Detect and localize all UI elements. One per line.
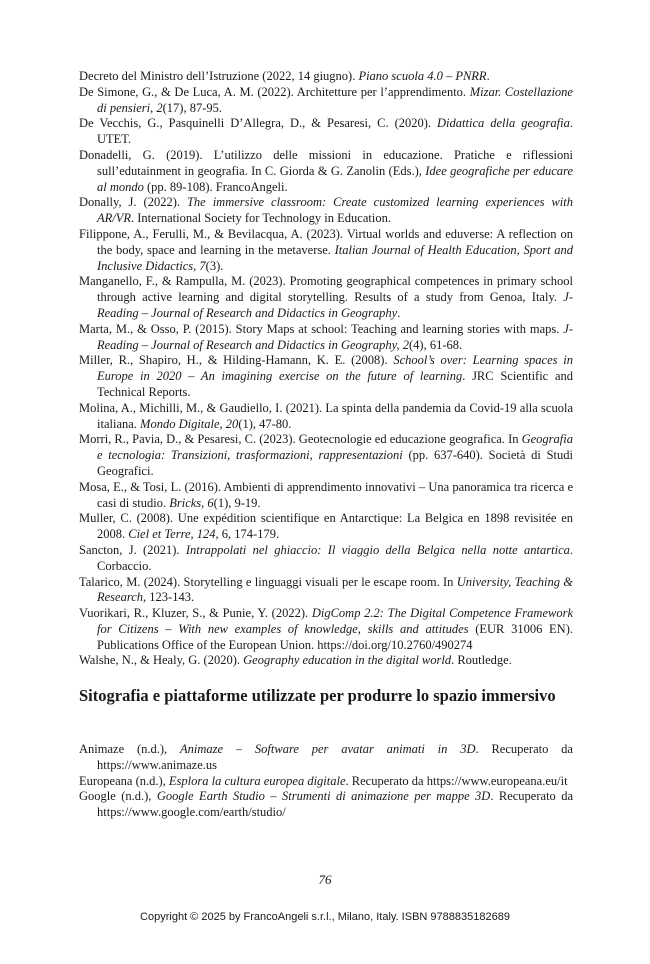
reference-entry-pre: Morri, R., Pavia, D., & Pesaresi, C. (2023). Geotecnologie ed educazione geografica. In [79,432,522,447]
reference-entry-title: Intrappolati nel ghiaccio: Il viaggio della Belgica nella notte antartica [185,542,570,557]
reference-entry-pre: Mosa, E., & Tosi, L. (2016). Ambienti di apprendimento innovativi – Una panoramica tra ricerca e casi di studio. [79,479,573,510]
sitography-entry [79,742,573,774]
reference-entry [79,653,573,669]
reference-entry [79,116,573,148]
reference-entry-pre: Molina, A., Michilli, M., & Gaudiello, I. (2021). La spinta della pandemia da Covid-19 alla scuola italiana. [79,400,573,431]
reference-entry-title: School’s over: Learning spaces in Europe in 2020 – An imagining exercise on the future of learning [97,353,573,384]
reference-entry-pre: Decreto del Ministro dell’Istruzione (2022, 14 giugno). [79,69,359,83]
reference-entry-pre: Donally, J. (2022). [79,195,187,210]
sitography-entry [79,789,573,821]
reference-entry [79,195,573,227]
reference-entry-title: Italian Journal of Health Education, Sport and Inclusive Didactics, 7 [97,242,573,273]
reference-entry [79,274,573,321]
reference-entry-title: The immersive classroom: Create customized learning experiences with AR/VR [97,195,574,226]
reference-entry [79,606,573,653]
reference-entry-title: Mondo Digitale, 20 [140,416,239,431]
reference-entry-post: (1), 47-80. [238,416,292,431]
reference-entry [79,353,573,400]
reference-entry [79,85,573,117]
reference-entry [79,227,573,274]
reference-entry-post: . UTET. [97,116,573,147]
reference-entry-title: Geografia e tecnologia: Transizioni, trasformazioni, rappresentazioni [97,432,573,463]
sitography-entry-title: Google Earth Studio – Strumenti di animazione per mappe 3D [156,789,491,804]
reference-entry [79,480,573,512]
reference-entry-post: . [397,305,401,320]
sitography-entry [79,774,573,790]
reference-entry-title: Mizar. Costellazione di pensieri, 2 [97,84,573,115]
reference-entry-pre: De Vecchis, G., Pasquinelli D’Allegra, D., & Pesaresi, C. (2020). [79,116,438,131]
sitography-entry-title: Esplora la cultura europea digitale [168,773,346,788]
reference-entry [79,511,573,543]
sitography-entry-post: . Recuperato da https://www.google.com/earth/studio/ [97,789,574,820]
reference-entry-pre: Vuorikari, R., Kluzer, S., & Punie, Y. (2022). [79,606,312,621]
reference-entry [79,401,573,433]
reference-entry-post: (4), 61-68. [409,337,463,352]
reference-entry [79,322,573,354]
reference-entry-post: (1), 9-19. [213,495,261,510]
reference-entry-post: , 123-143. [143,590,195,605]
reference-entry-pre: Filippone, A., Ferulli, M., & Bevilacqua, A. (2023). Virtual worlds and eduverse: A reflection on the body, space and learning in the metaverse. [79,226,573,257]
reference-entry-pre: Marta, M., & Osso, P. (2015). Story Maps at school: Teaching and learning stories with maps. [79,321,564,336]
reference-entry-pre: Miller, R., Shapiro, H., & Hilding-Hamann, K. E. (2008). [79,353,394,368]
copyright-footer: Copyright © 2025 by FrancoAngeli s.r.l., Milano, Italy. ISBN 9788835182689 [140,911,510,923]
reference-entry-post: . JRC Scientific and Technical Reports. [97,369,573,399]
reference-entry-post: (pp. 637-640). Società di Studi Geografici. [97,448,574,478]
reference-entry-pre: Manganello, F., & Rampulla, M. (2023). Promoting geographical competences in primary school through active learning and digital storytelling. Results of a study from Genoa, Italy. [79,274,573,305]
reference-entry-post: (EUR 31006 EN). Publications Office of the European Union. https://doi.org/10.2760/490274 [97,621,573,652]
page-number: 76 [318,872,332,887]
reference-entry-post: . Corbaccio. [97,542,573,573]
reference-entry-pre: Talarico, M. (2024). Storytelling e linguaggi visuali per le escape room. In [79,574,457,589]
reference-entry-title: Piano scuola 4.0 – PNRR [358,69,487,83]
reference-entry-post: . [486,69,490,83]
sitography-entry-pre: Animaze (n.d.), [79,742,180,756]
reference-entry [79,69,573,85]
reference-entry [79,575,573,607]
sitography-entry-post: . Recuperato da https://www.europeana.eu/it [345,773,568,788]
reference-entry [79,432,573,479]
reference-entry-title: DigComp 2.2: The Digital Competence Framework for Citizens – With new examples of knowledge, skills and attitudes [97,606,573,636]
reference-entry-pre: Muller, C. (2008). Une expédition scientifique en Antarctique: La Belgica en 1898 revisitée en 2008. [79,511,573,542]
reference-entry-post: (3). [205,258,224,273]
reference-entry-title: J-Reading – Journal of Research and Didactics in Geography, 2 [97,321,573,352]
reference-entry-post: (pp. 89-108). FrancoAngeli. [143,179,288,194]
sitography-entry-pre: Google (n.d.), [79,789,157,804]
reference-entry-post: . Routledge. [451,653,512,668]
reference-entry-post: . International Society for Technology in Education. [131,211,391,226]
reference-entry-pre: Sancton, J. (2021). [79,542,186,557]
reference-entry-title: Idee geografiche per educare al mondo [97,163,574,194]
reference-entry-pre: Donadelli, G. (2019). L’utilizzo delle missioni in educazione. Pratiche e riflessioni sull’edutainment in geografia. In C. Giorda & G. Zanolin (Eds.), [79,147,573,178]
reference-entry-pre: De Simone, G., & De Luca, A. M. (2022). Architetture per l’apprendimento. [79,84,470,99]
reference-entry-pre: Walshe, N., & Healy, G. (2020). [79,653,244,668]
sitography-entry-title: Animaze – Software per avatar animati in 3D [179,742,476,756]
reference-entry-post: , 6, 174-179. [215,527,280,542]
reference-entry-title: University, Teaching & Research [97,574,573,605]
sitography-entry-pre: Europeana (n.d.), [79,773,169,788]
sitography-list [79,742,573,821]
reference-list [79,69,573,669]
reference-entry [79,148,573,195]
sitography-entry-post: . Recuperato da https://www.animaze.us [97,742,573,772]
reference-entry-title: Geography education in the digital world [243,653,452,668]
reference-entry-title: Bricks, 6 [169,495,214,510]
reference-entry-title: Ciel et Terre, 124 [128,527,216,542]
reference-entry-post: (17), 87-95. [162,100,222,115]
section-heading: Sitografia e piattaforme utilizzate per produrre lo spazio immersivo [79,686,556,705]
reference-entry-title: Didattica della geografia [437,116,570,131]
reference-entry [79,543,573,575]
reference-entry-title: J-Reading – Journal of Research and Didactics in Geography [97,290,573,320]
